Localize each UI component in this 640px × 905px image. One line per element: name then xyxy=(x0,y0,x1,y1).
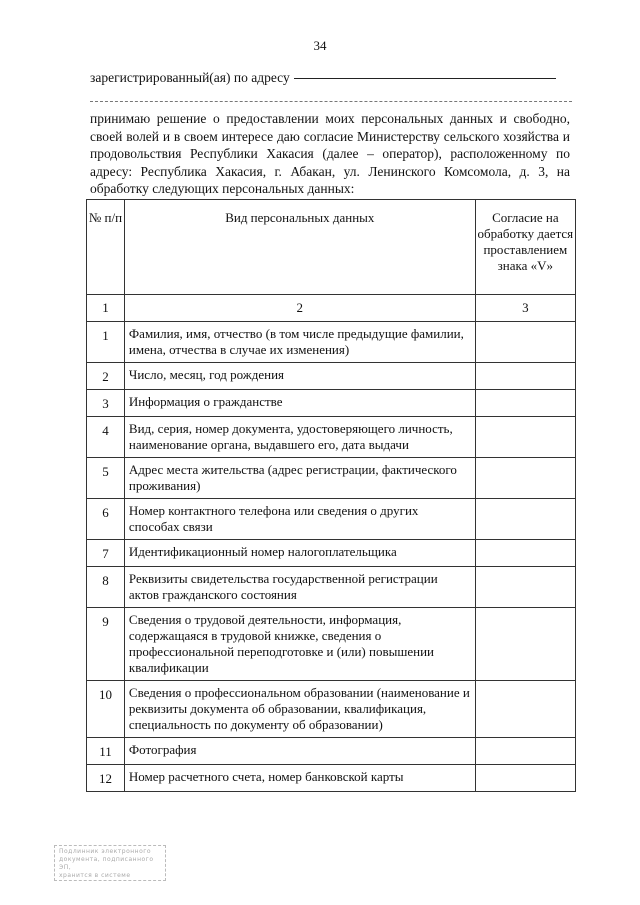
table-row xyxy=(87,567,576,608)
row-data-type: Фотография xyxy=(124,738,475,765)
row-data-type: Номер расчетного счета, номер банковской карты xyxy=(124,765,475,792)
row-data-type: Реквизиты свидетельства государственной регистрации актов гражданского состояния xyxy=(124,567,475,608)
column-number: 2 xyxy=(124,295,475,322)
consent-mark-cell[interactable] xyxy=(475,417,575,458)
row-number: 9 xyxy=(87,608,125,681)
consent-mark-cell[interactable] xyxy=(475,458,575,499)
registration-address-field[interactable] xyxy=(294,78,556,79)
table-row xyxy=(87,458,576,499)
column-number: 1 xyxy=(87,295,125,322)
personal-data-table xyxy=(86,199,576,792)
row-data-type: Сведения о профессиональном образовании (наименование и реквизиты документа об образовании, квалификация, специальность по документу об образовании) xyxy=(124,681,475,738)
table-header-row xyxy=(87,200,576,295)
row-number: 8 xyxy=(87,567,125,608)
row-data-type: Идентификационный номер налогоплательщика xyxy=(124,540,475,567)
row-number: 7 xyxy=(87,540,125,567)
row-data-type: Число, месяц, год рождения xyxy=(124,363,475,390)
consent-mark-cell[interactable] xyxy=(475,322,575,363)
consent-mark-cell[interactable] xyxy=(475,567,575,608)
table-row xyxy=(87,417,576,458)
table-row xyxy=(87,738,576,765)
consent-mark-cell[interactable] xyxy=(475,608,575,681)
consent-mark-cell[interactable] xyxy=(475,499,575,540)
column-number-row xyxy=(87,295,576,322)
row-number: 10 xyxy=(87,681,125,738)
table-row xyxy=(87,363,576,390)
registration-label: зарегистрированный(ая) по адресу xyxy=(90,70,290,85)
stamp-line: Подлинник электронного xyxy=(59,848,152,855)
consent-mark-cell[interactable] xyxy=(475,390,575,417)
row-number: 6 xyxy=(87,499,125,540)
row-number: 11 xyxy=(87,738,125,765)
table-row xyxy=(87,390,576,417)
table-row xyxy=(87,322,576,363)
consent-mark-cell[interactable] xyxy=(475,540,575,567)
table-row xyxy=(87,608,576,681)
row-data-type: Номер контактного телефона или сведения о других способах связи xyxy=(124,499,475,540)
consent-mark-cell[interactable] xyxy=(475,738,575,765)
registration-line xyxy=(90,70,570,86)
consent-mark-cell[interactable] xyxy=(475,681,575,738)
row-data-type: Информация о гражданстве xyxy=(124,390,475,417)
header-data-type: Вид персональных данных xyxy=(124,200,475,295)
consent-mark-cell[interactable] xyxy=(475,363,575,390)
consent-paragraph: принимаю решение о предоставлении моих персональных данных и свободно, своей волей и в своем интересе даю согласие Министерству сельского хозяйства и продовольствия Республики Хакасия (далее – оператор), расположенному по адресу: Республика Хакасия, г. Абакан, ул. Ленинского Комсомола, д. 3, на обработку следующих персональных данных: xyxy=(90,111,570,196)
table-row xyxy=(87,540,576,567)
header-number: № п/п xyxy=(87,200,125,295)
consent-mark-cell[interactable] xyxy=(475,765,575,792)
electronic-signature-stamp xyxy=(54,845,166,881)
table-row xyxy=(87,499,576,540)
header-consent: Согласие на обработку дается проставлением знака «V» xyxy=(475,200,575,295)
address-continuation-line[interactable] xyxy=(90,101,572,102)
row-number: 1 xyxy=(87,322,125,363)
page-number: 34 xyxy=(313,38,327,53)
table-row xyxy=(87,765,576,792)
row-data-type: Вид, серия, номер документа, удостоверяющего личность, наименование органа, выдавшего его, дата выдачи xyxy=(124,417,475,458)
column-number: 3 xyxy=(475,295,575,322)
row-number: 5 xyxy=(87,458,125,499)
table-row xyxy=(87,681,576,738)
row-data-type: Фамилия, имя, отчество (в том числе предыдущие фамилии, имена, отчества в случае их изменения) xyxy=(124,322,475,363)
row-data-type: Адрес места жительства (адрес регистрации, фактического проживания) xyxy=(124,458,475,499)
row-data-type: Сведения о трудовой деятельности, информация, содержащаяся в трудовой книжке, сведения о профессиональной переподготовке и (или) повышении квалификации xyxy=(124,608,475,681)
stamp-line: хранится в системе xyxy=(59,872,131,879)
row-number: 3 xyxy=(87,390,125,417)
row-number: 2 xyxy=(87,363,125,390)
row-number: 12 xyxy=(87,765,125,792)
stamp-line: документа, подписанного ЭП, xyxy=(59,856,154,871)
row-number: 4 xyxy=(87,417,125,458)
